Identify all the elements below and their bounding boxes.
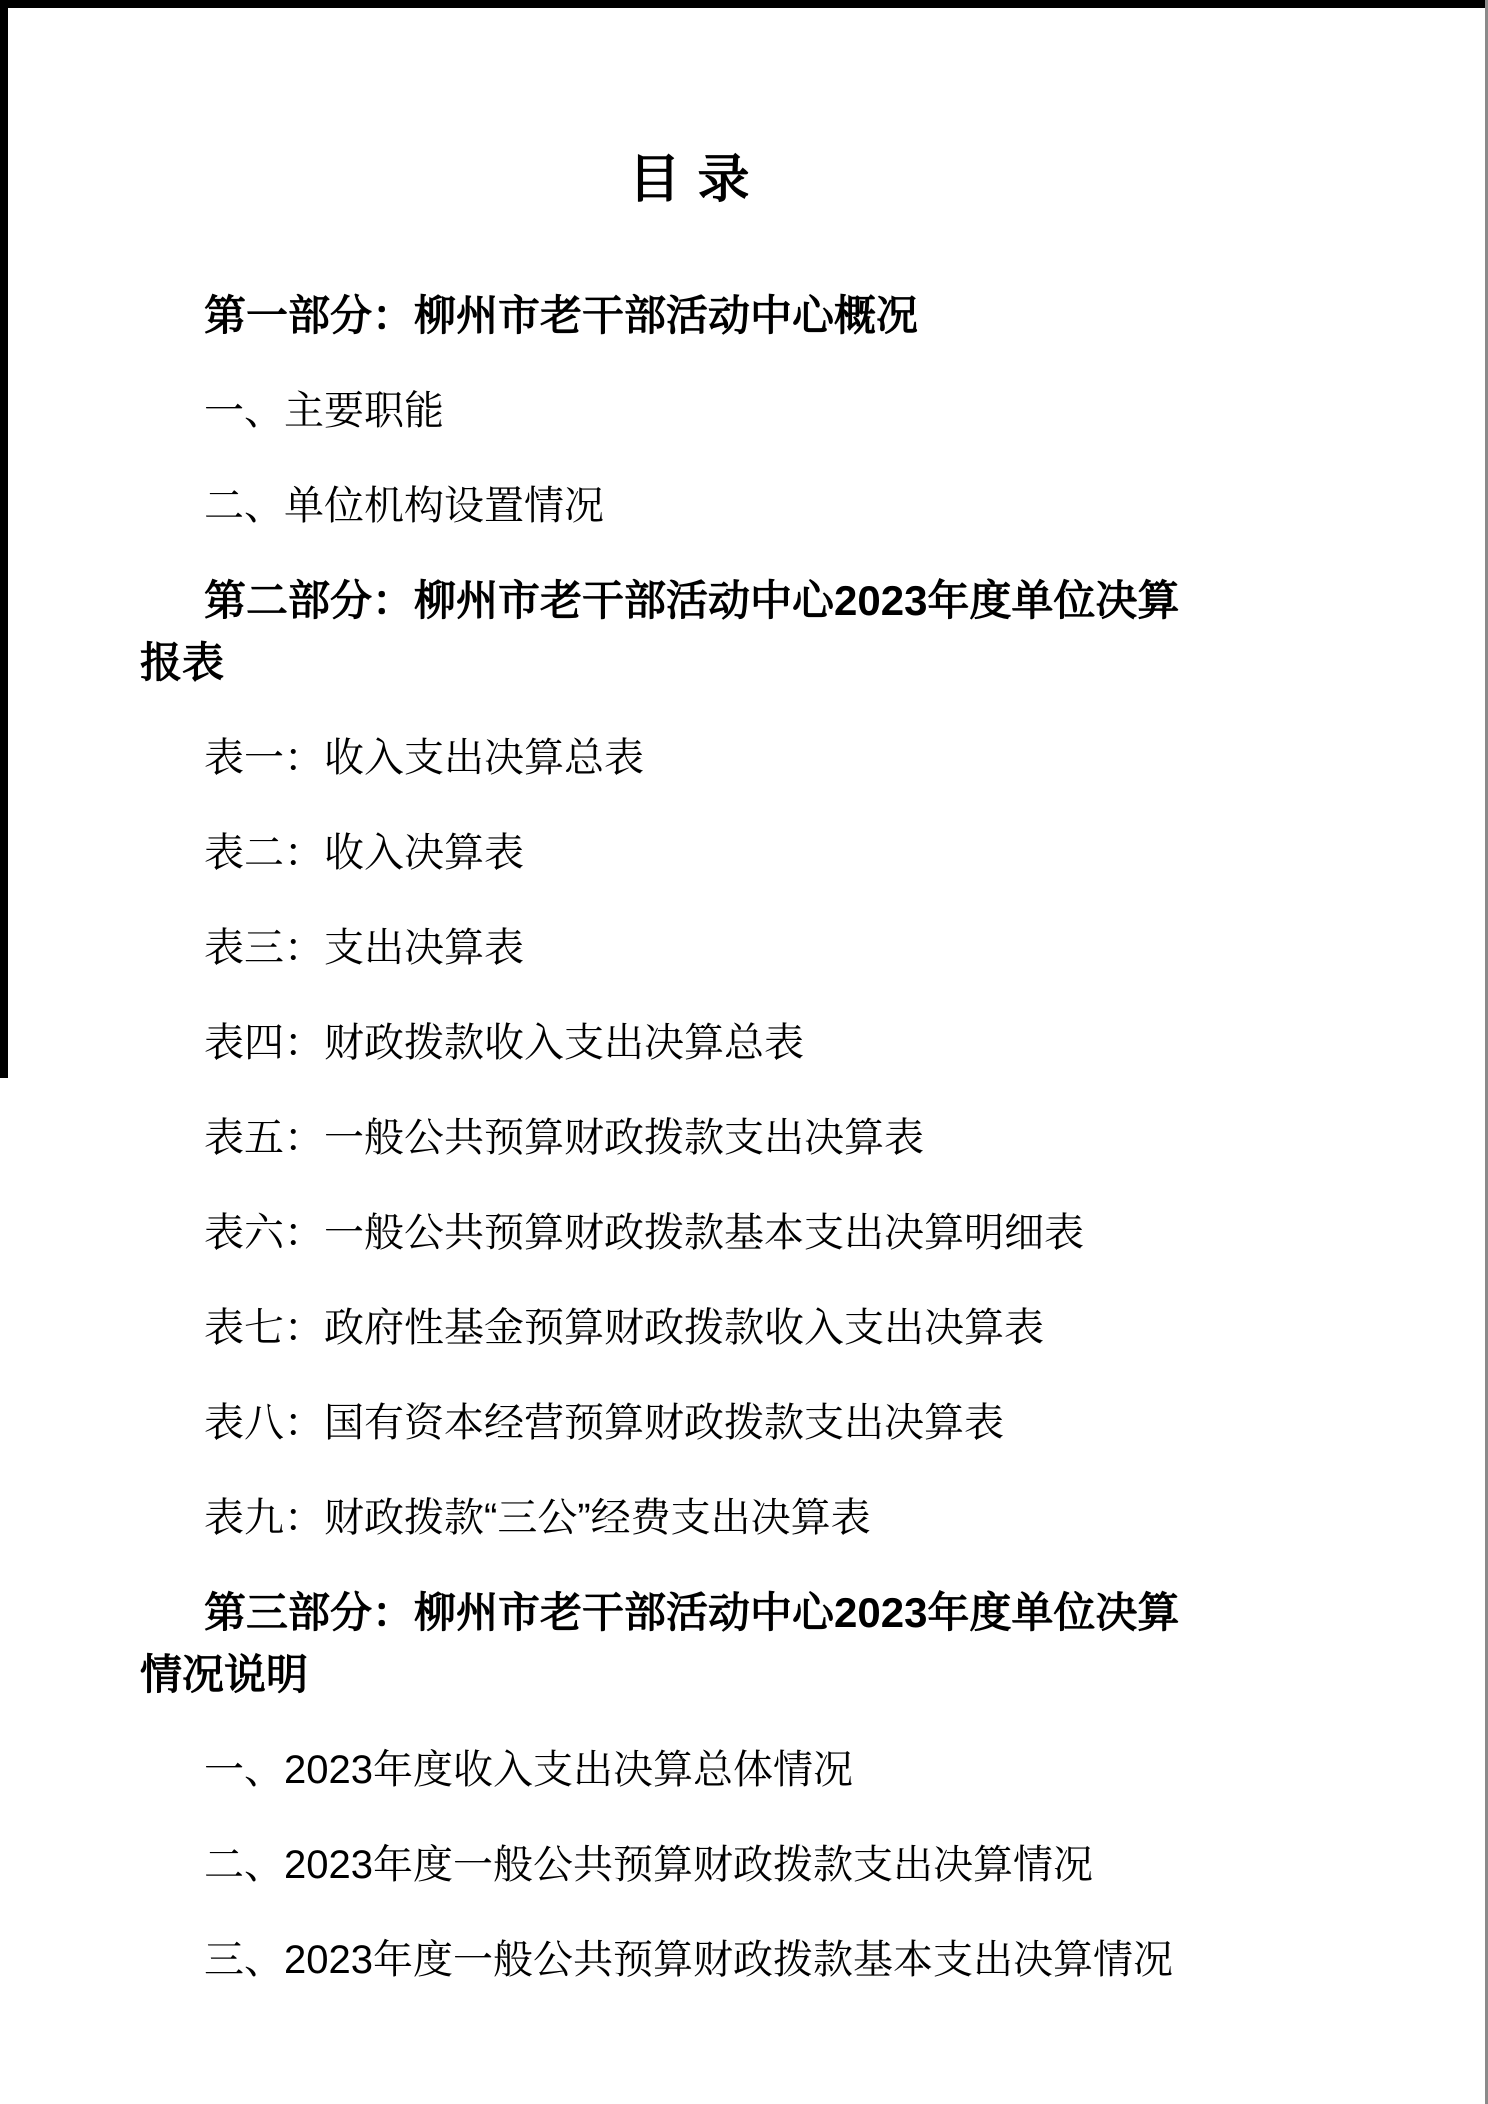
scan-edge-left xyxy=(0,0,8,1078)
toc-item-table-6: 表六：一般公共预算财政拨款基本支出决算明细表 xyxy=(204,1211,1084,1255)
scan-edge-top xyxy=(0,0,1488,8)
part1-heading: 第一部分：柳州市老干部活动中心概况 xyxy=(204,292,919,339)
toc-item-table-8: 表八：国有资本经营预算财政拨款支出决算表 xyxy=(204,1401,1004,1445)
toc-item-table-5: 表五：一般公共预算财政拨款支出决算表 xyxy=(204,1116,924,1160)
toc-content xyxy=(140,150,1240,2024)
page-title: 目 录 xyxy=(628,152,752,209)
toc-item-table-4: 表四：财政拨款收入支出决算总表 xyxy=(204,1021,804,1065)
toc-item-part3-3: 三、2023年度一般公共预算财政拨款基本支出决算情况 xyxy=(204,1938,1173,1982)
toc-item-table-3: 表三：支出决算表 xyxy=(204,926,524,970)
toc-item-table-1: 表一：收入支出决算总表 xyxy=(204,736,644,780)
part3-heading xyxy=(140,1582,1240,1706)
toc-item-table-2: 表二：收入决算表 xyxy=(204,831,524,875)
toc-item-part1-1: 一、主要职能 xyxy=(204,389,444,433)
toc-item-part1-2: 二、单位机构设置情况 xyxy=(204,484,604,528)
part2-heading-line1: 第二部分：柳州市老干部活动中心2023年度单位决算 xyxy=(204,577,1180,624)
toc-item-part3-1: 一、2023年度收入支出决算总体情况 xyxy=(204,1748,853,1792)
part3-heading-line2: 情况说明 xyxy=(140,1651,309,1698)
part2-heading-line2: 报表 xyxy=(140,639,225,686)
toc-item-part3-2: 二、2023年度一般公共预算财政拨款支出决算情况 xyxy=(204,1843,1093,1887)
part3-heading-line1: 第三部分：柳州市老干部活动中心2023年度单位决算 xyxy=(204,1589,1180,1636)
part2-heading xyxy=(140,570,1240,694)
toc-item-table-9: 表九：财政拨款“三公”经费支出决算表 xyxy=(204,1496,871,1540)
toc-item-table-7: 表七：政府性基金预算财政拨款收入支出决算表 xyxy=(204,1306,1044,1350)
